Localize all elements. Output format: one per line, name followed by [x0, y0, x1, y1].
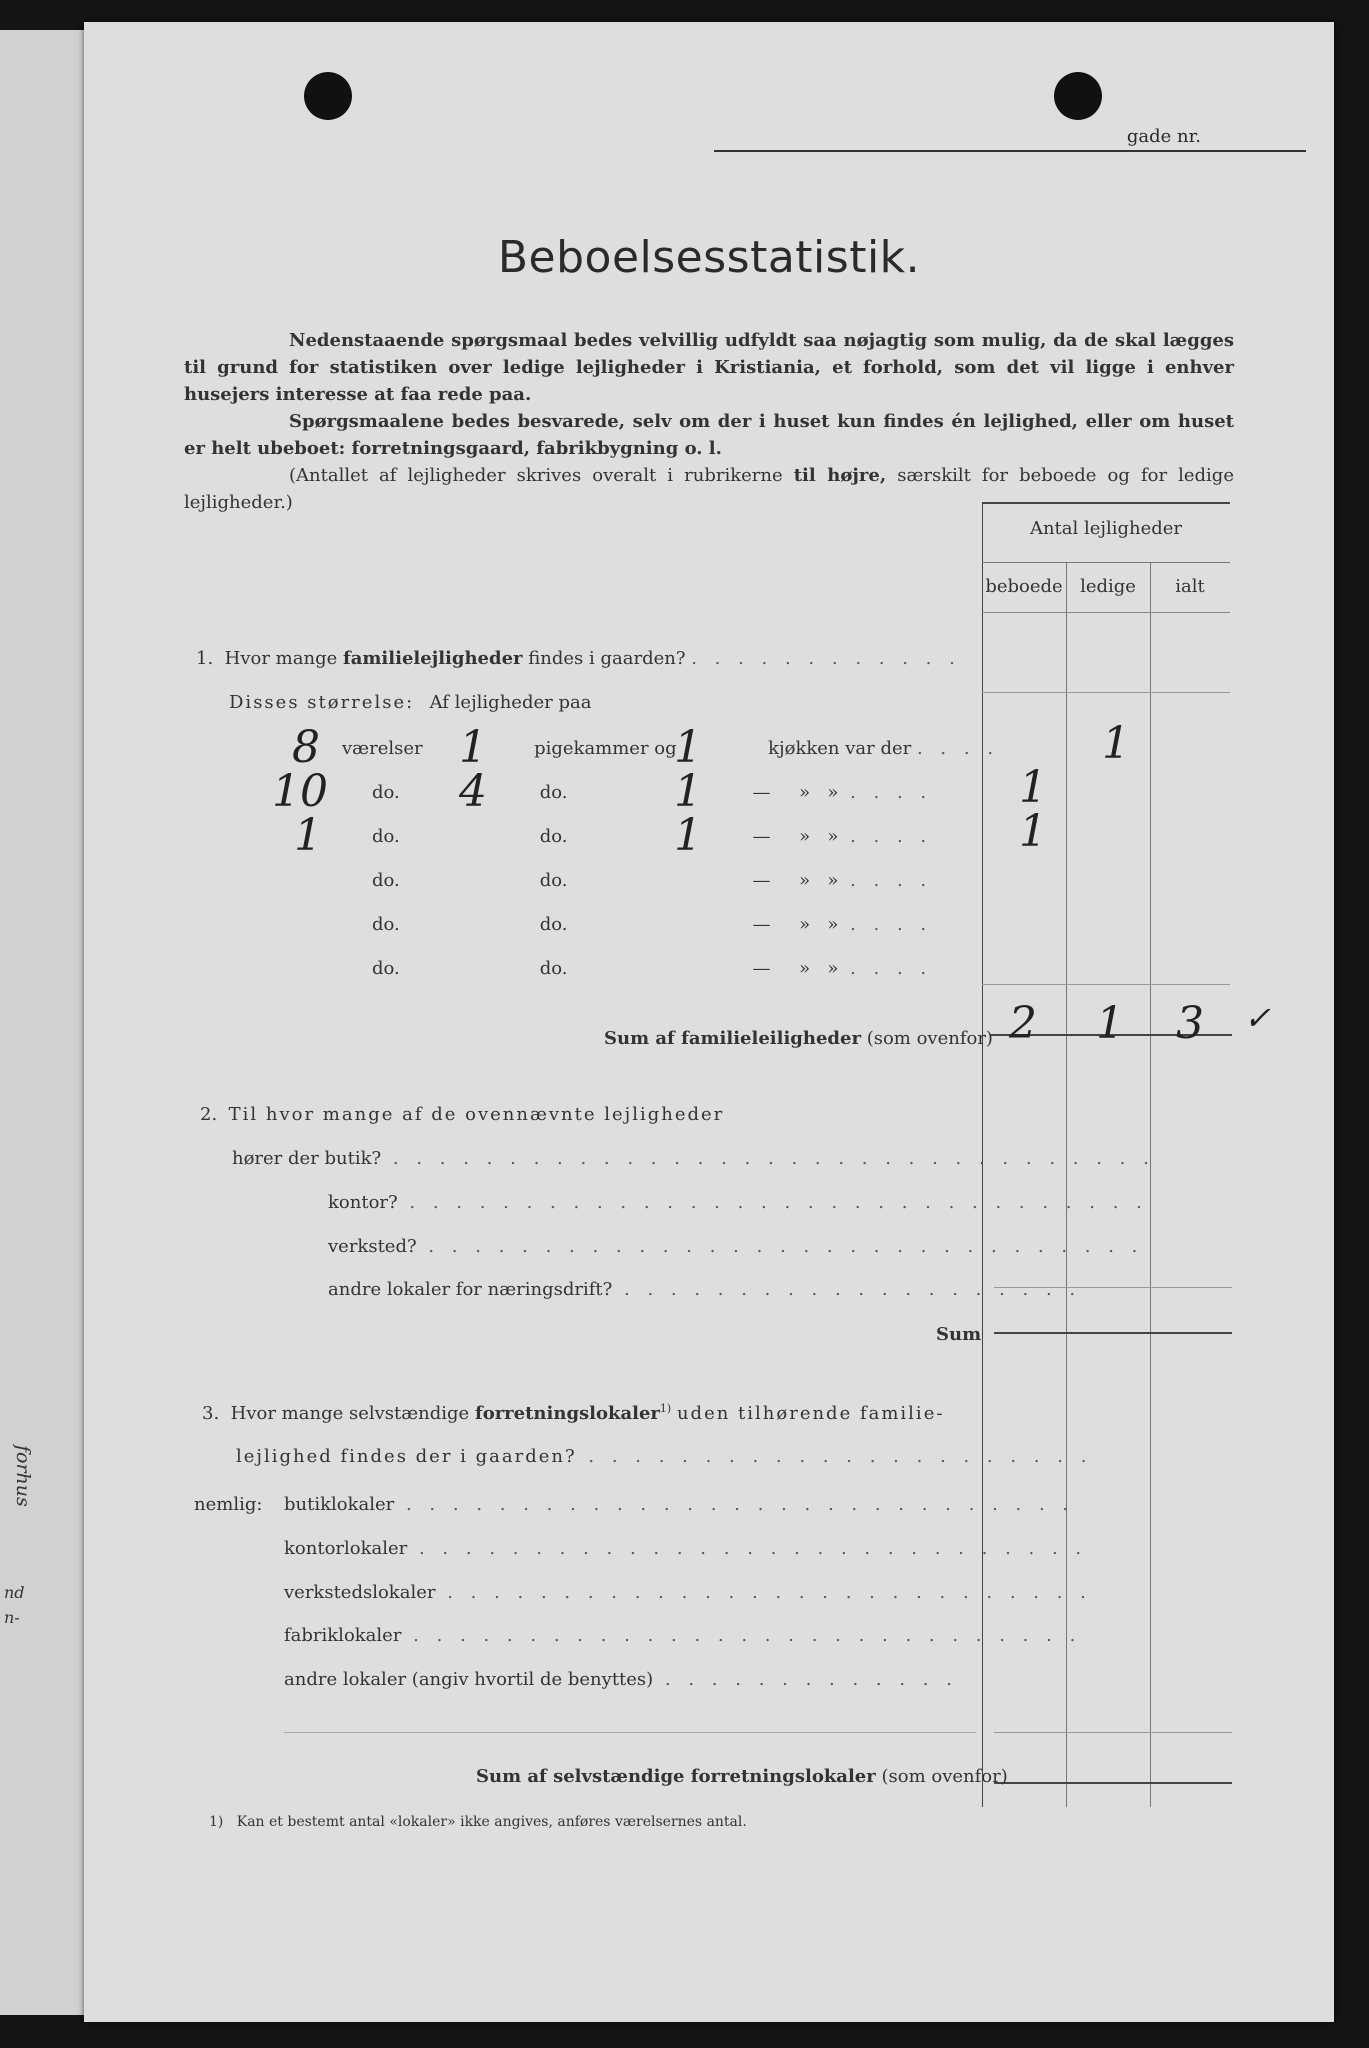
- q2-butik: hører der butik? . . . . . . . . . . . . . . . . . . . . . . . . . . . . . . . . .: [232, 1148, 1155, 1169]
- q3-item: kontorlokaler . . . . . . . . . . . . . . . . . . . . . . . . . . . . .: [284, 1538, 1088, 1559]
- q3-item: butiklokaler . . . . . . . . . . . . . . . . . . . . . . . . . . . . .: [284, 1494, 1075, 1515]
- street-number-label: gade nr.: [1126, 126, 1201, 147]
- question-1: 1. Hvor mange familielejligheder findes i gaarden? . . . . . . . . . . . .: [196, 648, 961, 669]
- adjacent-sheet-fragment: nd: [4, 1583, 25, 1602]
- intro-paragraph-3: (Antallet af lejligheder skrives overalt i rubrikerne til højre, særskilt for beboede og for ledige lejligheder.): [184, 465, 1234, 513]
- page-title: Beboelsesstatistik.: [497, 232, 921, 283]
- blank-line: [284, 1732, 976, 1733]
- footnote: 1) Kan et bestemt antal «lokaler» ikke angives, anføres værelsernes antal.: [209, 1814, 747, 1830]
- hw-pigekammer: 4: [459, 766, 487, 817]
- q2-sum-label: Sum: [936, 1324, 982, 1345]
- question-2: 2. Til hvor mange af de ovennævnte lejligheder: [200, 1104, 725, 1125]
- hw-check-mark: ✓: [1244, 999, 1271, 1037]
- column-header-beboede: beboede: [985, 576, 1063, 597]
- form-sheet: [84, 22, 1334, 2022]
- q3-sum-label: Sum af selvstændige forretningslokaler (som ovenfor): [476, 1766, 1008, 1787]
- intro-text: [184, 327, 1234, 516]
- hw-ledige: 1: [1102, 718, 1130, 769]
- q2-andre: andre lokaler for næringsdrift? . . . . . . . . . . . . . . . . . . . .: [328, 1279, 1082, 1300]
- column-header-ledige: ledige: [1080, 576, 1136, 597]
- family-sum-label: Sum af familieleiligheder (som ovenfor): [604, 1028, 993, 1049]
- size-row-1: værelser pigekammer og kjøkken var der . . . .: [342, 738, 1000, 759]
- size-row-5: do. do. — » » . . . .: [372, 914, 933, 935]
- hw-beboede: 1: [1019, 762, 1047, 813]
- hw-sum-ledige: 1: [1096, 998, 1124, 1049]
- size-row-2: do. do. — » » . . . .: [372, 782, 933, 803]
- table-header-rule: [982, 612, 1230, 613]
- hw-kjokken: 1: [674, 810, 702, 861]
- hw-rooms: 8: [292, 722, 320, 773]
- size-row-6: do. do. — » » . . . .: [372, 958, 933, 979]
- sum-rule: [994, 1782, 1232, 1784]
- table-row-rule: [982, 984, 1230, 985]
- q3-item: fabriklokaler . . . . . . . . . . . . . . . . . . . . . . . . . . . . .: [284, 1625, 1082, 1646]
- hw-beboede: 1: [1019, 806, 1047, 857]
- punch-hole: [1054, 72, 1102, 120]
- adjacent-sheet-fragment: n-: [4, 1608, 20, 1627]
- table-col-rule: [1066, 562, 1067, 1807]
- hw-kjokken: 1: [674, 722, 702, 773]
- table-top-rule: [982, 502, 1230, 504]
- question-3: 3. Hvor mange selvstændige forretningslokaler$^{1)}$ uden tilhørende familie-: [202, 1402, 945, 1424]
- size-row-3: do. do. — » » . . . .: [372, 826, 933, 847]
- hw-sum-ialt: 3: [1176, 998, 1204, 1049]
- column-header-ialt: ialt: [1175, 576, 1205, 597]
- size-heading: Disses størrelse: Af lejligheder paa: [229, 692, 592, 713]
- q3-nemlig: nemlig:: [194, 1494, 263, 1515]
- table-row-rule: [982, 692, 1230, 693]
- hw-sum-beboede: 2: [1009, 998, 1037, 1049]
- q2-verksted: verksted? . . . . . . . . . . . . . . . . . . . . . . . . . . . . . . .: [328, 1236, 1144, 1257]
- adjacent-sheet: [0, 30, 92, 2015]
- table-group-header: Antal lejligheder: [1029, 518, 1183, 539]
- table-row-rule: [994, 1732, 1232, 1733]
- street-number-field: [714, 126, 1306, 152]
- table-col-rule: [1150, 562, 1151, 1807]
- sum-rule: [994, 1332, 1232, 1334]
- q3-item: verkstedslokaler . . . . . . . . . . . . . . . . . . . . . . . . . . . .: [284, 1582, 1092, 1603]
- hw-rooms: 10: [272, 766, 328, 817]
- table-header-rule: [982, 562, 1230, 563]
- intro-paragraph-2: Spørgsmaalene bedes besvarede, selv om der i huset kun findes én lejlighed, eller om huset er helt ubeboet: forretningsgaard, fabrikbygning o. l.: [184, 411, 1234, 459]
- q3-line-2: lejlighed findes der i gaarden? . . . . . . . . . . . . . . . . . . . . . .: [236, 1446, 1093, 1467]
- punch-hole: [304, 72, 352, 120]
- q3-item: andre lokaler (angiv hvortil de benyttes) . . . . . . . . . . . . .: [284, 1669, 958, 1690]
- adjacent-sheet-vertical-text: forhus: [12, 1445, 34, 1507]
- q2-kontor: kontor? . . . . . . . . . . . . . . . . . . . . . . . . . . . . . . . .: [328, 1192, 1148, 1213]
- hw-rooms: 1: [294, 810, 322, 861]
- hw-kjokken: 1: [674, 766, 702, 817]
- size-row-4: do. do. — » » . . . .: [372, 870, 933, 891]
- hw-pigekammer: 1: [459, 722, 487, 773]
- intro-paragraph-1: Nedenstaaende spørgsmaal bedes velvillig udfyldt saa nøjagtig som mulig, da de skal lægges til grund for statistiken over ledige lejligheder i Kristiania, et forhold, som det vil ligge i enhver husejers interesse at faa rede paa.: [184, 330, 1234, 405]
